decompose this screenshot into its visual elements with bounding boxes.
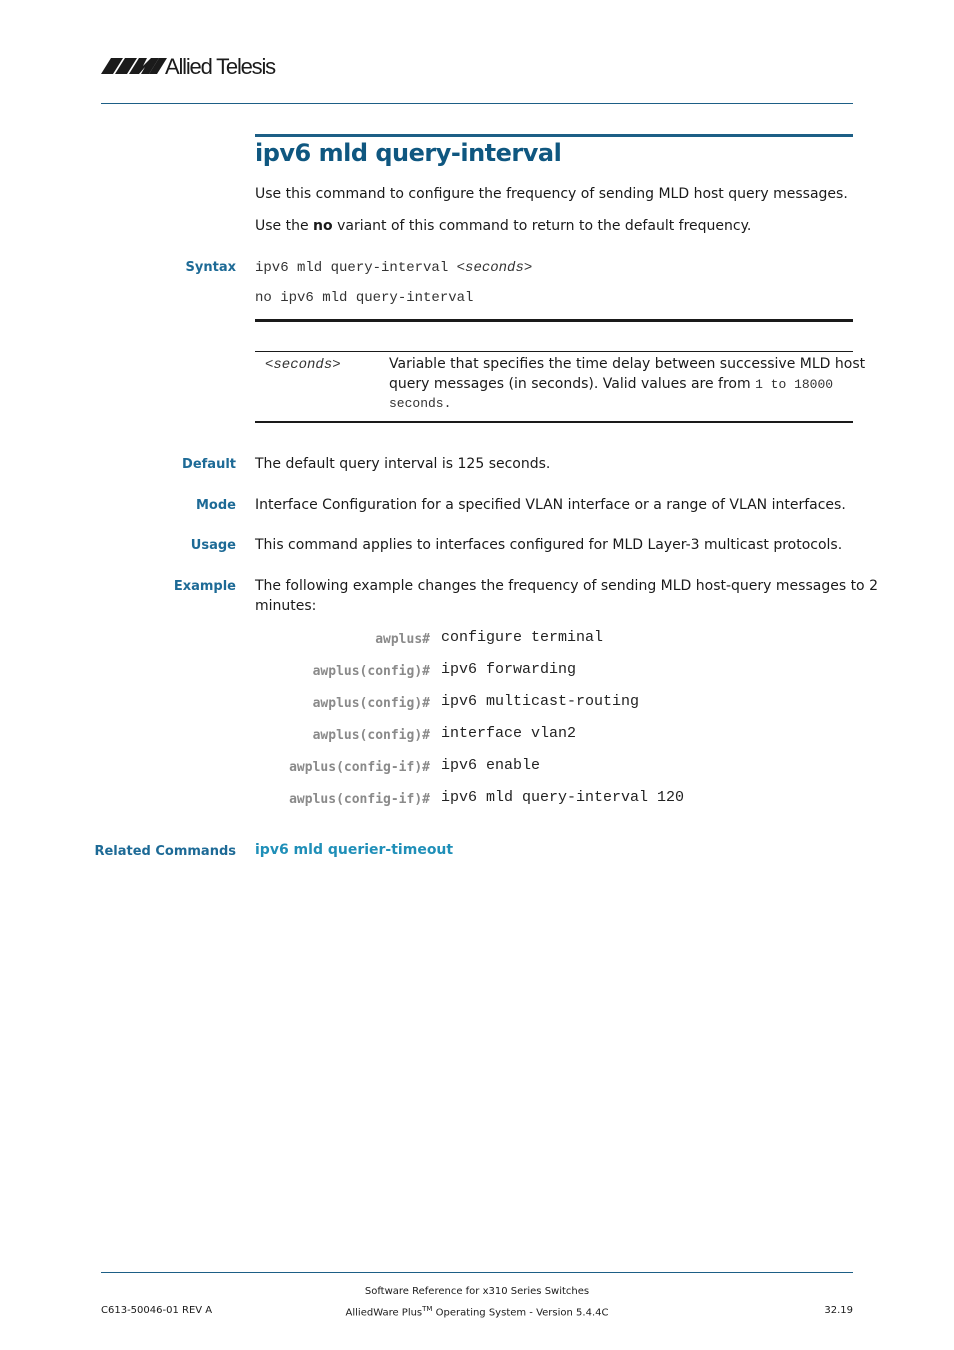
syntax-line-2: no ipv6 mld query-interval [255,290,474,306]
cli-prompt: awplus(config)# [312,664,430,679]
param-desc-text: query messages (in seconds). Valid values are from [389,376,756,392]
usage-label: Usage [190,538,236,553]
related-command-link[interactable]: ipv6 mld querier-timeout [255,842,454,858]
cli-command: ipv6 multicast-routing [441,693,640,710]
table-rule-header [255,351,853,352]
footer-os-name: AlliedWare Plus [345,1307,423,1319]
intro-line-1: Use this command to configure the frequency of sending MLD host query messages. [255,186,848,202]
syntax-param: seconds [465,260,524,276]
footer-trademark: TM [422,1305,433,1313]
param-name: seconds [273,357,333,373]
table-rule-top-thick [255,319,853,322]
footer-title: Software Reference for x310 Series Switches [364,1286,590,1297]
logo-mark-icon [101,50,301,80]
intro-line-2-post: variant of this command to return to the default frequency. [332,218,752,234]
footer-rule [101,1272,853,1273]
footer-version: Operating System - Version 5.4.4C [432,1307,609,1319]
param-desc-line-3: seconds. [389,396,452,411]
example-text-line-2: minutes: [255,598,317,614]
footer-doc-number: C613-50046-01 REV A [101,1305,213,1316]
default-text: The default query interval is 125 seconds. [255,456,551,472]
cli-prompt: awplus(config-if)# [289,760,430,775]
header-rule [101,103,853,104]
cli-command: configure terminal [441,629,604,646]
default-label: Default [182,457,236,472]
param-open: < [265,357,274,373]
logo-text: Allied Telesis [165,54,275,79]
intro-no-keyword: no [313,218,333,234]
mode-text: Interface Configuration for a specified VLAN interface or a range of VLAN interfaces. [255,497,846,513]
cli-command: ipv6 mld query-interval 120 [441,789,685,806]
param-name-cell [265,357,341,373]
related-commands-label: Related Commands [94,844,236,859]
param-close: > [332,357,341,373]
cli-prompt: awplus(config)# [312,696,430,711]
table-rule-bottom [255,421,853,423]
allied-telesis-logo [101,50,301,80]
usage-text: This command applies to interfaces configured for MLD Layer-3 multicast protocols. [255,537,843,553]
cli-prompt: awplus(config)# [312,728,430,743]
cli-command: ipv6 enable [441,757,541,774]
cli-command: ipv6 forwarding [441,661,577,678]
param-desc-range: 1 to 18000 [755,377,834,392]
title-rule [255,134,853,137]
syntax-line-1 [255,260,532,276]
page-title: ipv6 mld query-interval [255,139,562,167]
example-text-line-1: The following example changes the frequency of sending MLD host-query messages to 2 [255,578,878,594]
syntax-cmd: ipv6 mld query-interval < [255,260,466,276]
cli-prompt: awplus# [375,632,430,647]
example-label: Example [173,579,236,594]
cli-command: interface vlan2 [441,725,577,742]
cli-prompt: awplus(config-if)# [289,792,430,807]
intro-line-2 [255,216,751,236]
param-desc-line-1: Variable that specifies the time delay between successive MLD host [389,356,866,372]
mode-label: Mode [196,498,236,513]
syntax-end: > [523,260,533,276]
param-desc-line-2 [389,374,833,395]
footer-page-number: 32.19 [824,1305,853,1316]
syntax-label: Syntax [185,260,236,275]
intro-line-2-pre: Use the [255,218,314,234]
